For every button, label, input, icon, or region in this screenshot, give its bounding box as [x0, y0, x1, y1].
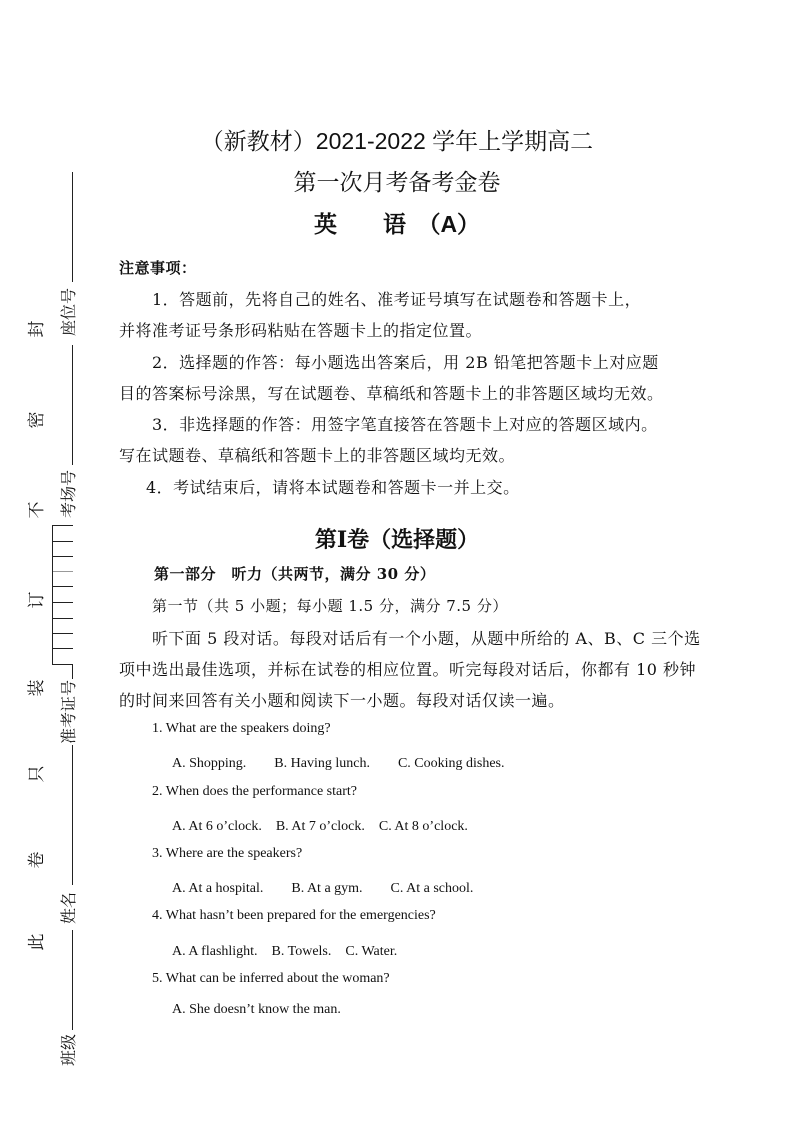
seal-char: 订 [27, 591, 47, 609]
binding-line [72, 745, 73, 885]
note-item: 4．考试结束后，请将本试题卷和答题卡一并上交。 [146, 478, 520, 497]
seal-char: 不 [27, 501, 47, 519]
question-options: A. At a hospital. B. At a gym. C. At a school. [172, 881, 474, 896]
subject-title: 英 语 （A） [313, 211, 481, 237]
seal-char: 封 [27, 320, 47, 338]
seal-char: 此 [27, 933, 47, 951]
question-options: A. A flashlight. B. Towels. C. Water. [172, 944, 398, 959]
name-field[interactable]: 姓名 [59, 892, 78, 925]
instructions: 的时间来回答有关小题和阅读下一小题。每段对话仅读一遍。 [119, 691, 565, 710]
question-text: 2. When does the performance start? [152, 784, 357, 799]
note-item: 目的答案标号涂黑，写在试题卷、草稿纸和答题卡上的非答题区域均无效。 [119, 384, 664, 403]
instructions: 听下面 5 段对话。每段对话后有一个小题，从题中所给的 A、B、C 三个选 [152, 629, 701, 648]
exam-room-field[interactable]: 考场号 [59, 470, 78, 519]
seal-char: 装 [27, 679, 47, 697]
question-options: A. At 6 o’clock. B. At 7 o’clock. C. At 8 o’clock. [172, 819, 468, 834]
exam-title: （新教材）2021-2022 学年上学期高二 [200, 128, 594, 154]
seal-char: 只 [27, 765, 47, 783]
question-text: 5. What can be inferred about the woman? [152, 971, 390, 986]
subsection-heading: 第一节（共 5 小题；每小题 1.5 分，满分 7.5 分） [152, 597, 508, 615]
note-item: 并将准考证号条形码粘贴在答题卡上的指定位置。 [119, 321, 483, 340]
question-text: 3. Where are the speakers? [152, 846, 303, 861]
instructions: 项中选出最佳选项，并标在试卷的相应位置。听完每段对话后，你都有 10 秒钟 [119, 660, 697, 679]
exam-id-field[interactable]: 准考证号 [59, 680, 78, 745]
seal-char: 卷 [27, 851, 47, 869]
seat-number-field[interactable]: 座位号 [59, 288, 78, 337]
class-field[interactable]: 班级 [59, 1034, 78, 1067]
seal-char: 密 [27, 411, 47, 429]
section-title: 第Ⅰ卷（选择题） [314, 527, 480, 553]
note-item: 3．非选择题的作答：用签字笔直接答在答题卡上对应的答题区域内。 [152, 415, 658, 434]
binding-line [72, 345, 73, 465]
note-item: 写在试题卷、草稿纸和答题卡上的非答题区域均无效。 [119, 446, 516, 465]
part-heading: 第一部分 听力（共两节，满分 30 分） [154, 565, 436, 583]
binding-line [72, 930, 73, 1030]
question-text: 1. What are the speakers doing? [152, 721, 331, 736]
note-item: 1．答题前，先将自己的姓名、准考证号填写在试题卷和答题卡上， [152, 290, 642, 309]
question-text: 4. What hasn’t been prepared for the emergencies? [152, 908, 436, 923]
question-options: A. She doesn’t know the man. [172, 1002, 341, 1017]
notes-heading: 注意事项： [119, 259, 197, 277]
exam-subtitle: 第一次月考备考金卷 [293, 170, 501, 196]
question-options: A. Shopping. B. Having lunch. C. Cooking dishes. [172, 756, 505, 771]
note-item: 2．选择题的作答：每小题选出答案后，用 2B 铅笔把答题卡上对应题 [152, 353, 659, 372]
